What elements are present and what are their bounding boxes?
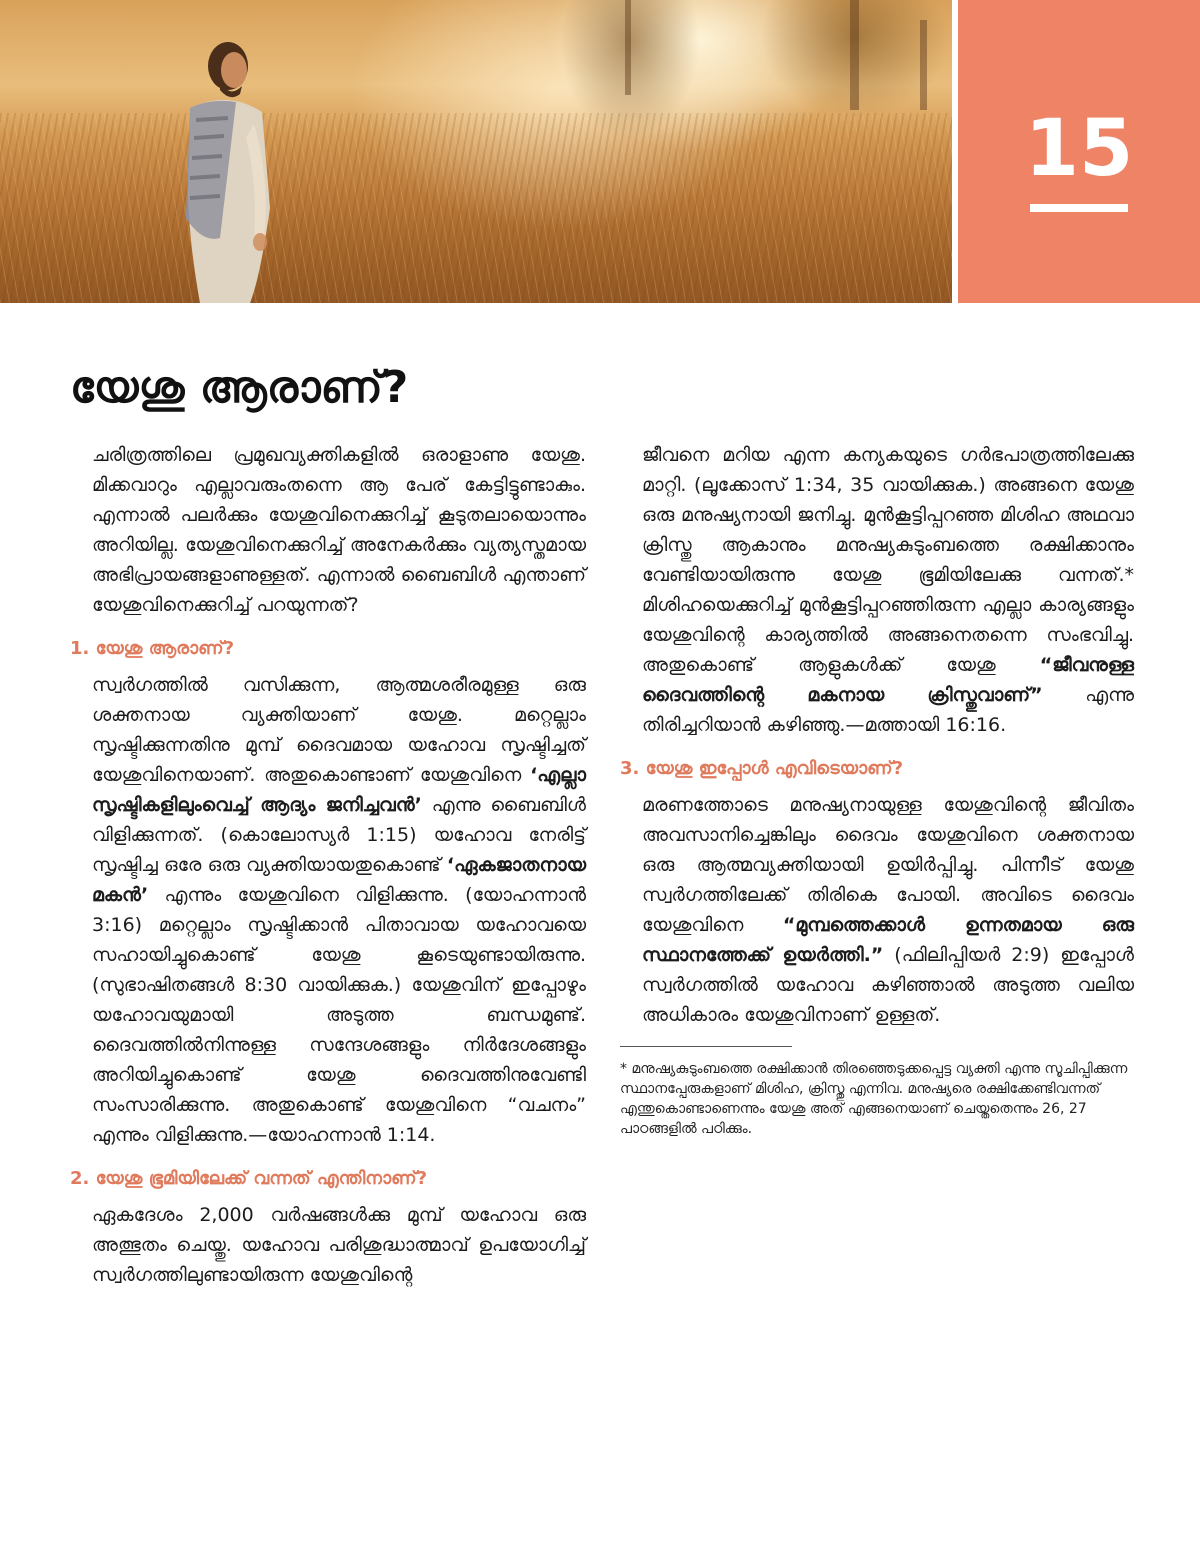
question-3-heading: 3. യേശു ഇപ്പോൾ എവിടെയാണ്?	[620, 758, 904, 779]
answer-2-paragraph-cont: ജീവനെ മറിയ എന്ന കന്യകയുടെ ഗർഭപാത്രത്തിലേക്കു മാറ്റി. (ലൂക്കോസ് 1:34, 35 വായിക്കുക.) അങ്ങനെ യേശു ഒരു മനുഷ്യനായി ജനിച്ചു. മുൻകൂട്ടിപ്പറഞ്ഞ മിശിഹ അഥവാ ക്രിസ്തു ആകാനും മനുഷ്യകുടുംബത്തെ രക്ഷിക്കാനും വേണ്ടിയായിരുന്നു യേശു ഭൂമിയിലേക്കു വന്നത്.* മിശിഹയെക്കുറിച്ച് മുൻകൂട്ടിപ്പറഞ്ഞിരുന്ന എല്ലാ കാര്യങ്ങളും യേശുവിന്റെ കാര്യത്തിൽ അങ്ങനെതന്നെ സംഭവിച്ചു. അതുകൊണ്ട് ആളുകൾക്ക് യേശു “ജീവനുള്ള ദൈവത്തിന്റെ മകനായ ക്രിസ്തുവാണ്” എന്നു തിരിച്ചറിയാൻ കഴിഞ്ഞു.—മത്തായി 16:16.	[642, 444, 1134, 736]
left-column	[70, 440, 586, 1290]
question-2-heading: 2. യേശു ഭൂമിയിലേക്ക് വന്നത് എന്തിനാണ്?	[70, 1168, 428, 1189]
footnote-divider	[620, 1046, 792, 1047]
tree-trunk	[850, 0, 859, 110]
answer-1-paragraph: സ്വർഗത്തിൽ വസിക്കുന്ന, ആത്മശരീരമുള്ള ഒരു ശക്തനായ വ്യക്തിയാണ് യേശു. മറ്റെല്ലാം സൃഷ്ടിക്കുന്നതിനു മുമ്പ് ദൈവമായ യഹോവ സൃഷ്ടിച്ചത് യേശുവിനെയാണ്. അതുകൊണ്ടാണ് യേശുവിനെ ‘എല്ലാ സൃഷ്ടികളിലുംവെച്ച് ആദ്യം ജനിച്ചവൻ’ എന്നു ബൈബിൾ വിളിക്കുന്നത്. (കൊലോസ്യർ 1:15) യഹോവ നേരിട്ട് സൃഷ്ടിച്ച ഒരേ ഒരു വ്യക്തിയായതുകൊണ്ട് ‘ഏകജാതനായ മകൻ’ എന്നും യേശുവിനെ വിളിക്കുന്നു. (യോഹന്നാൻ 3:16) മറ്റെല്ലാം സൃഷ്ടിക്കാൻ പിതാവായ യഹോവയെ സഹായിച്ചുകൊണ്ട് യേശു കൂടെയുണ്ടായിരുന്നു. (സുഭാഷിതങ്ങൾ 8:30 വായിക്കുക.) യേശുവിന് ഇപ്പോഴും യഹോവയുമായി അടുത്ത ബന്ധമുണ്ട്. ദൈവത്തിൽനിന്നുള്ള സന്ദേശങ്ങളും നിർദേശങ്ങളും അറിയിച്ചുകൊണ്ട് യേശു ദൈവത്തിനുവേണ്ടി സംസാരിക്കുന്നു. അതുകൊണ്ട് യേശുവിനെ “വചനം” എന്നും വിളിക്കുന്നു.—യോഹന്നാൻ 1:14.	[92, 674, 586, 1146]
emphasis-only-begotten: ‘ഏകജാതനായ മകൻ’	[92, 854, 586, 906]
question-1-heading: 1. യേശു ആരാണ്?	[70, 638, 235, 659]
emphasis-exalted: “മുമ്പത്തെക്കാൾ ഉന്നതമായ ഒരു സ്ഥാനത്തേക്ക് ഉയർത്തി.”	[642, 914, 1134, 966]
page-title: യേശു ആരാണ്?	[70, 362, 409, 413]
tree-trunk	[625, 0, 631, 95]
emphasis-firstborn: ‘എല്ലാ സൃഷ്ടികളിലുംവെച്ച് ആദ്യം ജനിച്ചവൻ’	[92, 764, 586, 816]
header-photo	[0, 0, 952, 303]
walking-man-figure	[150, 28, 300, 303]
answer-3-paragraph: മരണത്തോടെ മനുഷ്യനായുള്ള യേശുവിന്റെ ജീവിതം അവസാനിച്ചെങ്കിലും ദൈവം യേശുവിനെ ശക്തനായ ഒരു ആത്മവ്യക്തിയായി ഉയിർപ്പിച്ചു. പിന്നീട് യേശു സ്വർഗത്തിലേക്ക് തിരികെ പോയി. അവിടെ ദൈവം യേശുവിനെ “മുമ്പത്തെക്കാൾ ഉന്നതമായ ഒരു സ്ഥാനത്തേക്ക് ഉയർത്തി.” (ഫിലിപ്പിയർ 2:9) ഇപ്പോൾ സ്വർഗത്തിൽ യഹോവ കഴിഞ്ഞാൽ അടുത്ത വലിയ അധികാരം യേശുവിനാണ് ഉള്ളത്.	[642, 794, 1134, 1026]
right-column	[620, 440, 1134, 1139]
emphasis-christ: “ജീവനുള്ള ദൈവത്തിന്റെ മകനായ ക്രിസ്തുവാണ്”	[642, 654, 1134, 706]
footnote: * മനുഷ്യകുടുംബത്തെ രക്ഷിക്കാൻ തിരഞ്ഞെടുക്കപ്പെട്ട വ്യക്തി എന്നു സൂചിപ്പിക്കുന്ന സ്ഥാനപ്പേരുകളാണ് മിശിഹ, ക്രിസ്തു എന്നിവ. മനുഷ്യരെ രക്ഷിക്കേണ്ടിവന്നത് എന്തുകൊണ്ടാണെന്നും യേശു അത് എങ്ങനെയാണ് ചെയ്തതെന്നും 26, 27 പാഠങ്ങളിൽ പഠിക്കും.	[620, 1061, 1128, 1137]
grass-field	[0, 113, 952, 303]
chapter-number: 15	[1024, 104, 1134, 194]
chapter-underline	[1030, 204, 1128, 212]
chapter-tab	[958, 0, 1200, 303]
intro-paragraph: ചരിത്രത്തിലെ പ്രമുഖവ്യക്തികളിൽ ഒരാളാണു യേശു. മിക്കവാറും എല്ലാവരുംതന്നെ ആ പേര് കേട്ടിട്ടുണ്ടാകും. എന്നാൽ പലർക്കും യേശുവിനെക്കുറിച്ച് കൂടുതലായൊന്നും അറിയില്ല. യേശുവിനെക്കുറിച്ച് അനേകർക്കും വ്യത്യസ്തമായ അഭിപ്രായങ്ങളാണുള്ളത്. എന്നാൽ ബൈബിൾ എന്താണ് യേശുവിനെക്കുറിച്ച് പറയുന്നത്?	[92, 444, 586, 616]
tree-trunk	[920, 20, 927, 110]
answer-2-paragraph-start: ഏകദേശം 2,000 വർഷങ്ങൾക്കു മുമ്പ് യഹോവ ഒരു അത്ഭുതം ചെയ്തു. യഹോവ പരിശുദ്ധാത്മാവ് ഉപയോഗിച്ച് സ്വർഗത്തിലുണ്ടായിരുന്ന യേശുവിന്റെ	[92, 1204, 586, 1286]
